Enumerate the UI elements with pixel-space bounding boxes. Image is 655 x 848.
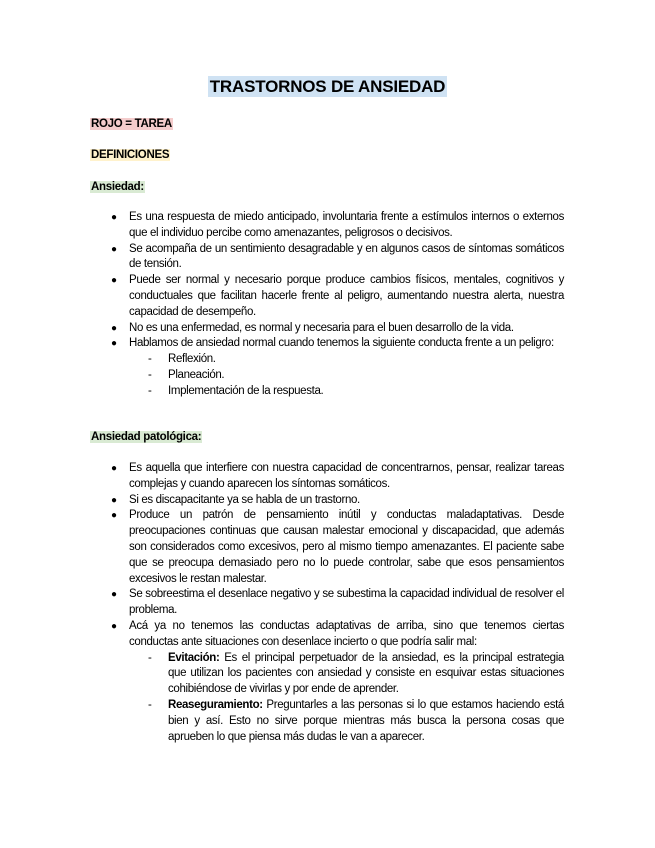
list-item: ● Es aquella que interfiere con nuestra capacidad de concentrarnos, pensar, realizar tareas complejas y cuando aparecen los síntomas somáticos. xyxy=(111,462,564,490)
pathological-heading: Ansiedad patológica: xyxy=(91,431,202,443)
anxiety-heading: Ansiedad: xyxy=(91,181,144,193)
page-title: TRASTORNOS DE ANSIEDAD xyxy=(209,77,446,96)
sub-list-item: - Planeación. xyxy=(148,368,225,381)
list-item: ● Se acompaña de un sentimiento desagradable y en algunos casos de síntomas somáticos de tensión. xyxy=(111,242,564,271)
sub-list-item: - Reaseguramiento: Preguntarles a las personas si lo que estamos haciendo está bien y así. Esto no sirve porque mientras más busca la persona cosas que aprueben lo que piensa más dudas le van a aparecer. xyxy=(148,698,564,743)
definitions-heading: DEFINICIONES xyxy=(91,149,170,161)
list-item: ● Puede ser normal y necesario porque produce cambios físicos, mentales, cognitivos y conductuales que facilitan hacerle frente al peligro, aumentando nuestra alerta, nuestra capacidad de desempeño. xyxy=(111,274,564,318)
anxiety-list xyxy=(0,210,655,400)
list-item: ● Si es discapacitante ya se habla de un trastorno. xyxy=(111,493,360,506)
pathological-sub-list xyxy=(129,651,564,746)
legend-label: ROJO = TAREA xyxy=(91,118,172,130)
list-item: ● Es una respuesta de miedo anticipado, involuntaria frente a estímulos internos o externos que el individuo percibe como amenazantes, peligrosos o decisivos. xyxy=(111,211,564,239)
sub-list-item: - Implementación de la respuesta. xyxy=(148,384,324,397)
term-label: Evitación: xyxy=(168,651,220,664)
sub-list-item: - Evitación: Es el principal perpetuador de la ansiedad, es la principal estrategia que utilizan los pacientes con ansiedad y consiste en esquivar estas situaciones cohibiéndose de vivirlas y por ende de aprender. xyxy=(148,651,564,696)
list-item: ● Se sobreestima el desenlace negativo y se subestima la capacidad individual de resolver el problema. xyxy=(111,588,564,617)
anxiety-sub-list xyxy=(129,352,564,399)
list-item: ● Hablamos de ansiedad normal cuando tenemos la siguiente conducta frente a un peligro: - Reflexión. - Planeación. - Implementación de la respuesta. xyxy=(0,336,564,399)
pathological-list xyxy=(0,461,655,745)
list-item: ● Produce un patrón de pensamiento inútil y conductas maladaptativas. Desde preocupaciones continuas que causan malestar emocional y discapacidad, que además son considerados como excesivos, pero al mismo tiempo amenazantes. El paciente sabe que se preocupa demasiado pero no lo puede controlar, sabe que esos pensamientos excesivos le restan malestar. xyxy=(111,509,564,585)
sub-list-item: - Reflexión. xyxy=(148,353,216,366)
list-item: ● Acá ya no tenemos las conductas adaptativas de arriba, sino que tenemos ciertas conductas ante situaciones con desenlace incierto o que podría salir mal: - Evitación: Es el principal perpetuador de la ansiedad, es la principal estrategia que utilizan los pacientes con ansiedad y consiste en esquivar estas situaciones cohibiéndose de vivirlas y por ende de aprender. - Reaseguramiento: Preguntarles a las personas si lo que estamos haciendo está bien y así. Esto no sirve porque mientras más busca la persona cosas que aprueben lo que piensa más dudas le van a aparecer. xyxy=(0,619,564,745)
term-label: Reaseguramiento: xyxy=(168,698,263,711)
list-item: ● No es una enfermedad, es normal y necesaria para el buen desarrollo de la vida. xyxy=(111,321,514,334)
